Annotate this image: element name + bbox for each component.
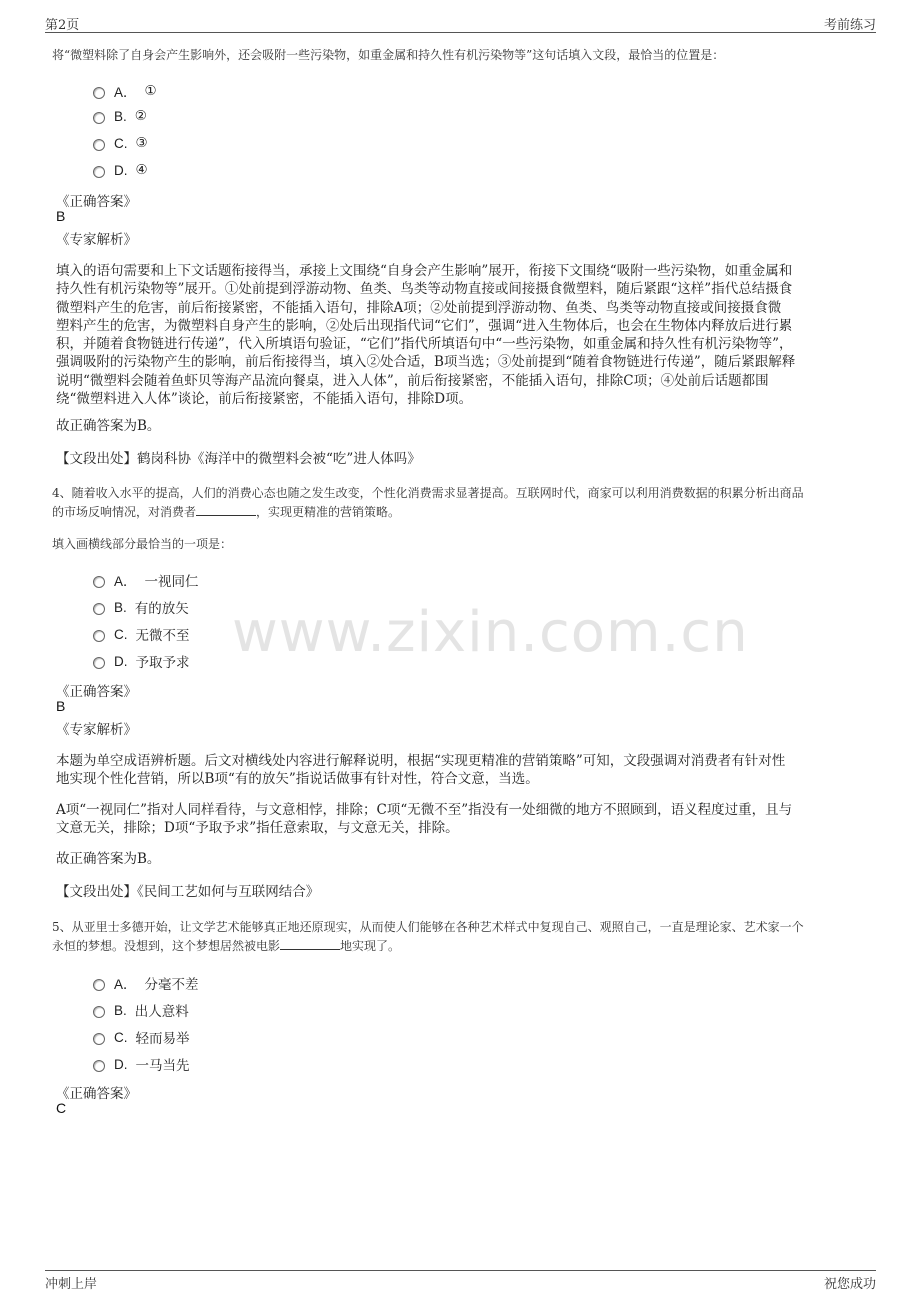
option-letter: D.	[114, 162, 128, 178]
radio-button[interactable]	[93, 657, 105, 669]
radio-button[interactable]	[93, 112, 105, 124]
answer-value: B	[56, 698, 66, 714]
analysis-line: 塑料产生的危害，为微塑料自身产生的影响，②处后出现指代词“它们”，强调“进入生物体后，也会在生物体内释放后进行累	[56, 317, 793, 334]
option-text: 一视同仁	[144, 574, 199, 590]
q4-option-c[interactable]	[93, 624, 190, 644]
analysis-line: 地实现个性化营销，所以B项“有的放矢”指说话做事有针对性，符合文意，当选。	[56, 771, 539, 788]
q4-option-b[interactable]	[93, 597, 189, 617]
option-letter: B.	[114, 108, 127, 124]
analysis-line: 持久性有机污染物等”展开。①处前提到浮游动物、鱼类、鸟类等动物直接或间接摄食微塑料，随后紧跟“这样”指代总结摄食	[56, 281, 793, 298]
option-text: ④	[135, 162, 148, 178]
option-text: 予取予求	[135, 655, 190, 671]
stem-text: ，实现更精准的营销策略。	[256, 505, 401, 519]
q3-source: 【文段出处】鹤岗科协《海洋中的微塑料会被“吃”进人体吗》	[56, 451, 421, 467]
analysis-line: 文意无关，排除；D项“予取予求”指任意索取，与文意无关，排除。	[56, 820, 459, 837]
radio-button[interactable]	[93, 1006, 105, 1018]
q3-stem: 将“微塑料除了自身会产生影响外，还会吸附一些污染物，如重金属和持久性有机污染物等”这句话填入文段，最恰当的位置是：	[52, 48, 725, 62]
page-number: 第2页	[45, 18, 80, 33]
radio-button[interactable]	[93, 87, 105, 99]
analysis-line: 积，并随着食物链进行传递”，代入所填语句验证，“它们”指代所填语句中“一些污染物，如重金属和持久性有机污染物等”，	[56, 336, 793, 353]
answer-label: 《正确答案》	[56, 194, 137, 210]
radio-button[interactable]	[93, 139, 105, 151]
option-text: ②	[134, 108, 147, 124]
q4-conclusion: 故正确答案为B。	[56, 851, 161, 867]
radio-button[interactable]	[93, 603, 105, 615]
option-text: 无微不至	[135, 628, 190, 644]
stem-text: 的市场反响情况，对消费者	[52, 505, 197, 519]
option-text: 轻而易举	[135, 1031, 190, 1047]
option-letter: B.	[114, 1002, 127, 1018]
q4-analysis-1	[56, 752, 864, 789]
analysis-line: 说明“微塑料会随着鱼虾贝等海产品流向餐桌，进入人体”，前后衔接紧密，不能插入语句，排除C项；④处前后话题都围	[56, 372, 769, 389]
q4-option-d[interactable]	[93, 651, 190, 671]
analysis-line: 微塑料产生的危害，前后衔接紧密，不能插入语句，排除A项；②处前提到浮游动物、鱼类、鸟类等动物直接或间接摄食微	[56, 299, 782, 316]
radio-button[interactable]	[93, 576, 105, 588]
header-title: 考前练习	[823, 18, 876, 33]
q3-option-c[interactable]	[93, 135, 148, 151]
radio-button[interactable]	[93, 979, 105, 991]
q3-analysis	[56, 262, 864, 408]
radio-button[interactable]	[93, 630, 105, 642]
option-letter: D.	[114, 653, 128, 669]
answer-label: 《正确答案》	[56, 1086, 137, 1102]
option-letter: C.	[114, 1029, 128, 1045]
radio-button[interactable]	[93, 1033, 105, 1045]
footer-right-text: 祝您成功	[823, 1277, 876, 1292]
stem-line	[52, 503, 868, 522]
radio-button[interactable]	[93, 1060, 105, 1072]
option-text: ③	[135, 135, 148, 151]
option-letter: A．	[114, 574, 137, 589]
stem-line	[52, 937, 868, 956]
radio-button[interactable]	[93, 166, 105, 178]
analysis-line: 强调吸附的污染物产生的影响，前后衔接得当，填入②处合适，B项当选；③处前提到“随着食物链进行传递”，随后紧跟解释	[56, 354, 796, 371]
option-letter: A．	[114, 977, 137, 992]
option-letter: A．	[114, 85, 137, 100]
page-footer	[45, 1270, 876, 1291]
page-header	[45, 14, 876, 33]
option-letter: C.	[114, 135, 128, 151]
option-text: 分毫不差	[144, 977, 199, 993]
option-text: 一马当先	[135, 1058, 190, 1074]
q3-option-d[interactable]	[93, 162, 148, 178]
q4-stem	[52, 484, 868, 522]
q4-analysis-2	[56, 801, 864, 838]
q5-option-d[interactable]	[93, 1054, 190, 1074]
fill-blank	[280, 937, 340, 950]
option-text: 有的放矢	[134, 601, 189, 617]
footer-left-text: 冲刺上岸	[45, 1277, 98, 1292]
analysis-line: 填入的语句需要和上下文话题衔接得当，承接上文围绕“自身会产生影响”展开，衔接下文围绕“吸附一些污染物，如重金属和	[56, 263, 793, 279]
analysis-line: 绕“微塑料进入人体”谈论，前后衔接紧密，不能插入语句，排除D项。	[56, 391, 473, 408]
option-text: ①	[144, 83, 157, 99]
q5-option-a[interactable]	[93, 973, 199, 993]
q5-stem	[52, 918, 868, 956]
fill-blank	[196, 503, 256, 516]
q3-option-b[interactable]	[93, 108, 147, 124]
q3-option-a[interactable]	[93, 81, 157, 101]
answer-value: C	[56, 1100, 67, 1116]
analysis-label: 《专家解析》	[56, 722, 137, 738]
stem-text: 永恒的梦想。没想到，这个梦想居然被电影	[52, 939, 281, 953]
option-letter: C.	[114, 626, 128, 642]
analysis-line: A项“一视同仁”指对人同样看待，与文意相悖，排除；C项“无微不至”指没有一处细微的地方不照顾到，语义程度过重，且与	[56, 802, 793, 818]
q4-source: 【文段出处】《民间工艺如何与互联网结合》	[56, 884, 320, 900]
stem-line: 5、从亚里士多德开始，让文学艺术能够真正地还原现实，从而使人们能够在各种艺术样式中复现自己、观照自己，一直是理论家、艺术家一个	[52, 920, 804, 934]
stem-line: 4、随着收入水平的提高，人们的消费心态也随之发生改变，个性化消费需求显著提高。互联网时代，商家可以利用消费数据的积累分析出商品	[52, 486, 804, 500]
analysis-line: 本题为单空成语辨析题。后文对横线处内容进行解释说明，根据“实现更精准的营销策略”可知，文段强调对消费者有针对性	[56, 753, 786, 769]
option-text: 出人意料	[134, 1004, 189, 1020]
q5-option-b[interactable]	[93, 1000, 189, 1020]
q5-option-c[interactable]	[93, 1027, 190, 1047]
option-letter: B.	[114, 599, 127, 615]
q4-option-a[interactable]	[93, 570, 199, 590]
q4-intro: 填入画横线部分最恰当的一项是：	[52, 537, 233, 551]
option-letter: D.	[114, 1056, 128, 1072]
analysis-label: 《专家解析》	[56, 232, 137, 248]
stem-text: 地实现了。	[340, 939, 401, 953]
q3-conclusion: 故正确答案为B。	[56, 418, 161, 434]
answer-value: B	[56, 208, 66, 224]
answer-label: 《正确答案》	[56, 684, 137, 700]
watermark: www.zixin.com.cn	[232, 600, 749, 665]
